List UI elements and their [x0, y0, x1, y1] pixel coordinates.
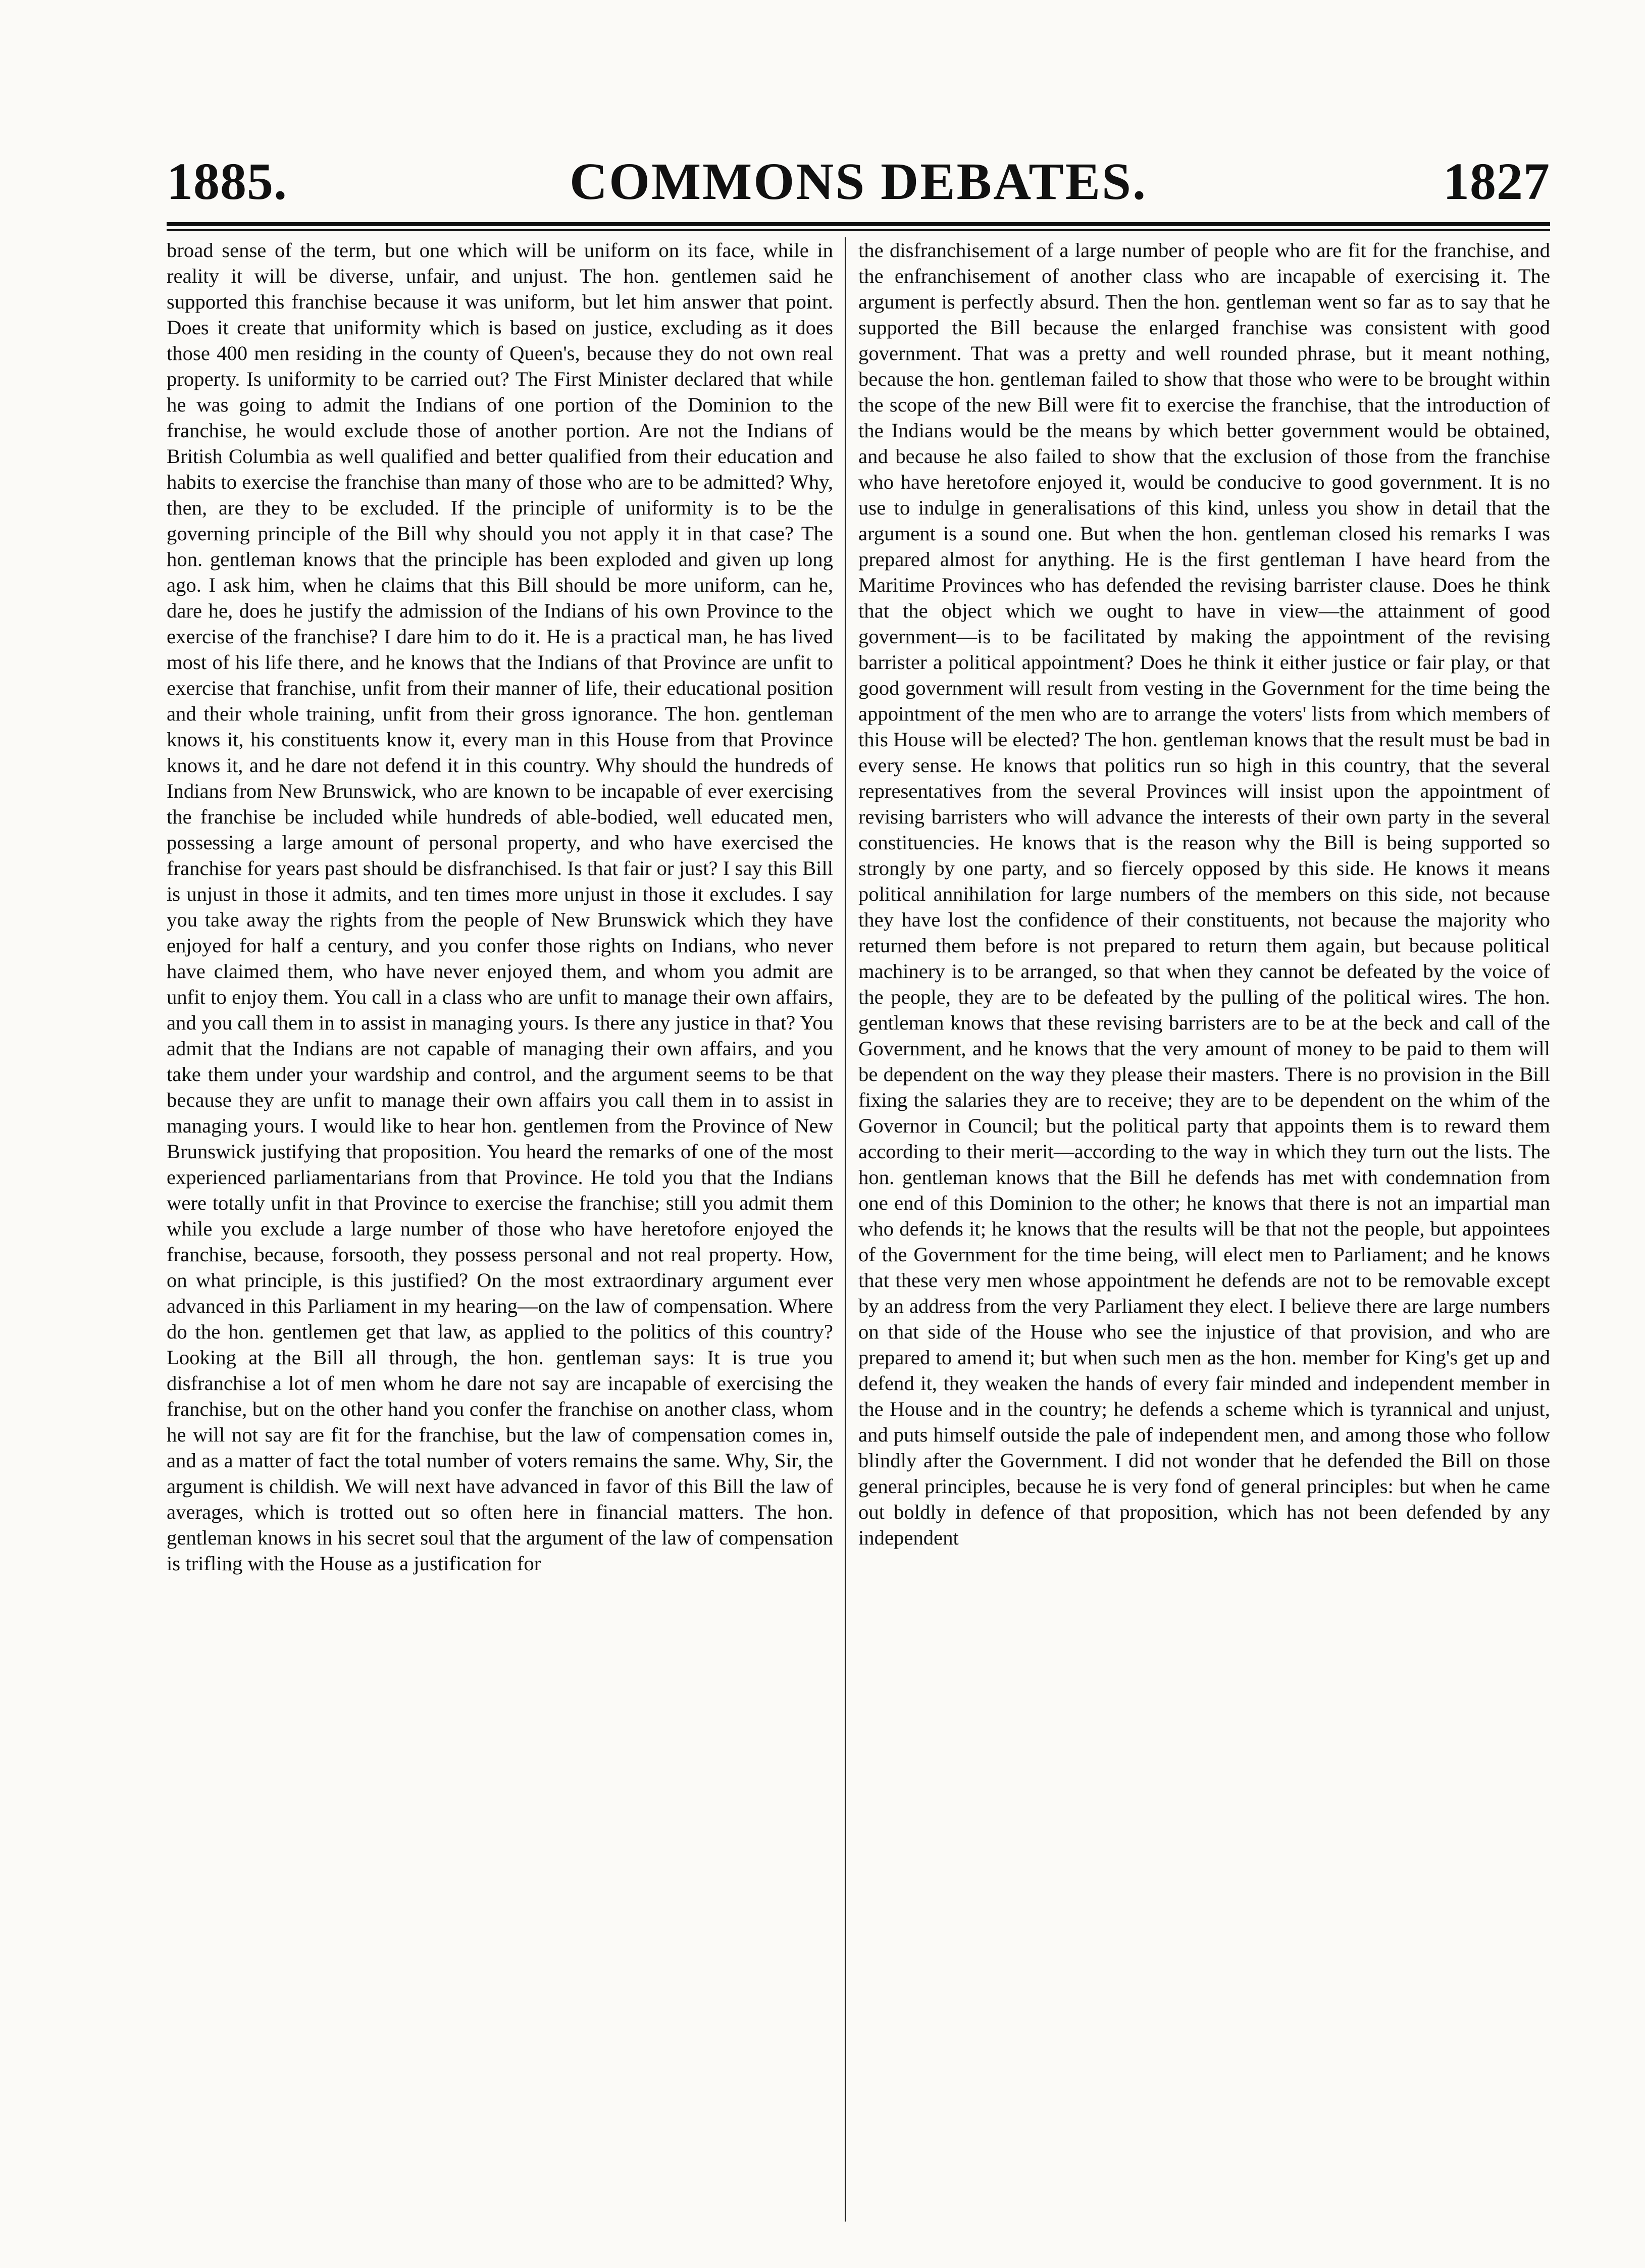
- right-column-text: the disfranchisement of a large number of people who are fit for the franchise, and the enfranchisement of another class who are incapable of exercising it. The argument is perfectly absurd. Then the hon. gentleman went so far as to say that he supported the Bill because the enlarged franchise was consistent with good government. That was a pretty and well rounded phrase, but it meant nothing, because the hon. gentleman failed to show that those who were to be brought within the scope of the new Bill were fit to exercise the franchise, that the introduction of the Indians would be the means by which better government would be obtained, and because he also failed to show that the exclusion of those from the franchise who have heretofore enjoyed it, would be conducive to good government. It is no use to indulge in generalisations of this kind, unless you show in detail that the argument is a sound one. But when the hon. gentleman closed his remarks I was prepared almost for anything. He is the first gentleman I have heard from the Maritime Provinces who has defended the revising barrister clause. Does he think that the object which we ought to have in view—the attainment of good government—is to be facilitated by making the appointment of the revising barrister a political appointment? Does he think it either justice or fair play, or that good government will result from vesting in the Government for the time being the appointment of the men who are to arrange the voters' lists from which members of this House will be elected? The hon. gentleman knows that the result must be bad in every sense. He knows that politics run so high in this country, that the several representatives from the several Provinces will insist upon the appointment of revising barristers who will advance the interests of their own party in the several constituencies. He knows that is the reason why the Bill is being supported so strongly by one party, and so fiercely opposed by this side. He knows it means political annihilation for large numbers of the members on this side, not because they have lost the confidence of their constituents, not because the majority who returned them before is not prepared to return them again, but because political machinery is to be arranged, so that when they cannot be defeated by the voice of the people, they are to be defeated by the pulling of the political wires. The hon. gentleman knows that these revising barristers are to be at the beck and call of the Government, and he knows that the very amount of money to be paid to them will be dependent on the way they please their masters. There is no provision in the Bill fixing the salaries they are to receive; they are to be dependent on the whim of the Governor in Council; but the political party that appoints them is to reward them according to their merit—according to the way in which they turn out the lists. The hon. gentleman knows that the Bill he defends has met with condemnation from one end of this Dominion to the other; he knows that there is not an impartial man who defends it; he knows that the results will be that not the people, but appointees of the Government for the time being, will elect men to Parliament; and he knows that these very men whose appointment he defends are not to be removable except by an address from the very Parliament they elect. I believe there are large numbers on that side of the House who see the injustice of that provision, and who are prepared to amend it; but when such men as the hon. member for King's get up and defend it, they weaken the hands of every fair minded and independent member in the House and in the country; he defends a scheme which is tyrannical and unjust, and puts himself outside the pale of independent men, and among those who follow blindly after the Government. I did not wonder that he defended the Bill on those general principles, because he is very fond of general principles: but when he came out boldly in defence of that proposition, which has not been defended by any independent: [858, 239, 1550, 1549]
- header-rule-thick: [167, 222, 1550, 226]
- page-header: [167, 144, 1550, 220]
- header-title: COMMONS DEBATES.: [570, 152, 1147, 211]
- left-column: [167, 237, 833, 2222]
- column-divider: [845, 237, 846, 2222]
- header-page-number: 1827: [1443, 152, 1550, 211]
- header-year: 1885.: [167, 152, 287, 211]
- header-rule-thin: [167, 229, 1550, 231]
- right-column: [858, 237, 1550, 2222]
- left-column-text: broad sense of the term, but one which will be uniform on its face, while in reality it will be diverse, unfair, and unjust. The hon. gentlemen said he supported this franchise because it was uniform, but let him answer that point. Does it create that uniformity which is based on justice, excluding as it does those 400 men residing in the county of Queen's, because they do not own real property. Is uniformity to be carried out? The First Minister declared that while he was going to admit the Indians of one portion of the Dominion to the franchise, he would exclude those of another portion. Are not the Indians of British Columbia as well qualified and better qualified from their education and habits to exercise the franchise than many of those who are to be admitted? Why, then, are they to be excluded. If the principle of uniformity is to be the governing principle of the Bill why should you not apply it in that case? The hon. gentleman knows that the principle has been exploded and given up long ago. I ask him, when he claims that this Bill should be more uniform, can he, dare he, does he justify the admission of the Indians of his own Province to the exercise of the franchise? I dare him to do it. He is a practical man, he has lived most of his life there, and he knows that the Indians of that Province are unfit to exercise that franchise, unfit from their manner of life, their educational position and their whole training, unfit from their gross ignorance. The hon. gentleman knows it, his constituents know it, every man in this House from that Province knows it, and he dare not defend it in this country. Why should the hundreds of Indians from New Brunswick, who are known to be incapable of ever exercising the franchise be included while hundreds of able-bodied, well educated men, possessing a large amount of personal property, and who have exercised the franchise for years past should be disfranchised. Is that fair or just? I say this Bill is unjust in those it admits, and ten times more unjust in those it excludes. I say you take away the rights from the people of New Brunswick which they have enjoyed for half a century, and you confer those rights on Indians, who never have claimed them, who have never enjoyed them, and whom you admit are unfit to enjoy them. You call in a class who are unfit to manage their own affairs, and you call them in to assist in managing yours. Is there any justice in that? You admit that the Indians are not capable of managing their own affairs, and you take them under your wardship and control, and the argument seems to be that because they are unfit to manage their own affairs you call them in to assist in managing yours. I would like to hear hon. gentlemen from the Province of New Brunswick justifying that proposition. You heard the remarks of one of the most experienced parliamentarians from that Province. He told you that the Indians were totally unfit in that Province to exercise the franchise; still you admit them while you exclude a large number of those who have heretofore enjoyed the franchise, because, forsooth, they possess personal and not real property. How, on what principle, is this justified? On the most extraordinary argument ever advanced in this Parliament in my hearing—on the law of compensation. Where do the hon. gentlemen get that law, as applied to the politics of this country? Looking at the Bill all through, the hon. gentleman says: It is true you disfranchise a lot of men whom he dare not say are incapable of exercising the franchise, but on the other hand you confer the franchise on another class, whom he will not say are fit for the franchise, but the law of compensation comes in, and as a matter of fact the total number of voters remains the same. Why, Sir, the argument is childish. We will next have advanced in favor of this Bill the law of averages, which is trotted out so often here in financial matters. The hon. gentleman knows in his secret soul that the argument of the law of compensation is trifling with the House as a justification for: [167, 239, 833, 1575]
